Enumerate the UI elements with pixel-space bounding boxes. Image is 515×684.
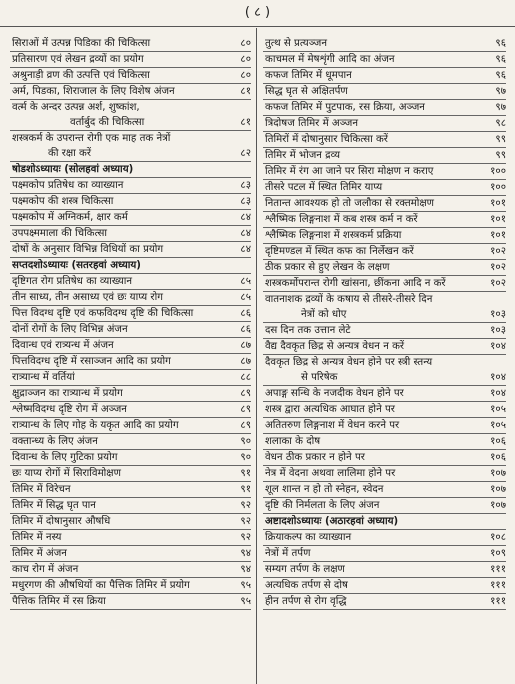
entry-page: १११ <box>490 580 506 591</box>
entry-title: वर्त्म के अन्दर उत्पन्न अर्श, शुष्कांश, <box>12 102 140 113</box>
entry-page: १०९ <box>490 548 506 559</box>
entry-page: १०१ <box>490 214 506 225</box>
entry-page: ८० <box>240 38 251 49</box>
toc-entry <box>263 116 506 132</box>
entry-page: १०२ <box>490 246 506 257</box>
entry-page: ९६ <box>495 70 506 81</box>
entry-title: पैत्तिक तिमिर में रस क्रिया <box>12 596 106 607</box>
entry-title: सिद्ध घृत से अक्षितर्पण <box>265 86 348 97</box>
entry-title: पक्ष्मकोप में अग्निकर्म, क्षार कर्म <box>12 212 128 223</box>
entry-page: ९७ <box>495 102 506 113</box>
entry-page: १०६ <box>490 436 506 447</box>
toc-entry <box>10 434 251 450</box>
entry-title: उपपक्ष्ममाला की चिकित्सा <box>12 228 108 239</box>
entry-title: हीन तर्पण से रोग वृद्धि <box>265 596 347 607</box>
entry-page: १०६ <box>490 452 506 463</box>
entry-page: ८० <box>240 54 251 65</box>
entry-title: कफज तिमिर में पुटपाक, रस क्रिया, अञ्जन <box>265 102 425 113</box>
toc-entry <box>263 84 506 100</box>
entry-title: की रक्षा करें <box>48 148 92 159</box>
toc-entry <box>263 292 506 307</box>
toc-entry <box>10 194 251 210</box>
entry-page: ८४ <box>240 244 251 255</box>
entry-title: दैवकृत छिद्र से अन्यत्र वेधन होने पर स्त्री स्तन्य <box>265 357 433 368</box>
entry-title: तिमिर में रंग आ जाने पर सिरा मोक्षण न कराए <box>265 166 434 177</box>
entry-title: तीन साध्य, तीन असाध्य एवं छः याप्य रोग <box>12 292 163 303</box>
entry-title: रात्र्यान्ध के लिए गोह के यकृत आदि का प्रयोग <box>12 420 179 431</box>
entry-title: शलाका के दोष <box>265 436 321 447</box>
entry-title: ठीक प्रकार से हुए लेखन के लक्षण <box>265 262 390 273</box>
toc-entry <box>263 196 506 212</box>
toc-entry <box>263 307 506 323</box>
entry-page: ८१ <box>240 117 251 128</box>
toc-entry <box>10 498 251 514</box>
toc-entry <box>10 338 251 354</box>
toc-entry <box>263 530 506 546</box>
entry-title: पित्त विदग्ध दृष्टि एवं कफविदग्ध दृष्टि की चिकित्सा <box>12 308 194 319</box>
toc-entry <box>10 418 251 434</box>
toc-entry <box>10 450 251 466</box>
chapter-heading <box>10 258 251 274</box>
entry-title: क्षुद्राञ्जन का रात्र्यान्ध में प्रयोग <box>12 388 123 399</box>
entry-title: अपाङ्ग सन्धि के नजदीक वेधन होने पर <box>265 388 404 399</box>
entry-title: काचमल में मेषशृंगी आदि का अंजन <box>265 54 395 65</box>
toc-entry <box>10 242 251 258</box>
entry-page: ९० <box>240 452 251 463</box>
entry-page: १०१ <box>490 230 506 241</box>
toc-entry <box>263 355 506 370</box>
entry-title: तुत्थ से प्रत्यञ्जन <box>265 38 327 49</box>
toc-entry <box>10 36 251 52</box>
entry-title: नेत्रों को धोए <box>301 309 347 320</box>
toc-entry <box>10 354 251 370</box>
entry-title: वैद्य दैवकृत छिद्र से अन्यत्र वेधन न करें <box>265 341 405 352</box>
entry-page: ९८ <box>495 118 506 129</box>
toc-entry <box>263 180 506 196</box>
entry-title: प्रतिसारण एवं लेखन द्रव्यों का प्रयोग <box>12 54 144 65</box>
entry-title: सप्तदशोऽध्यायः (सतरहवां अध्याय) <box>12 260 141 271</box>
toc-entry <box>263 100 506 116</box>
chapter-heading <box>10 162 251 178</box>
entry-page: १०२ <box>490 278 506 289</box>
toc-entry <box>10 482 251 498</box>
toc-entry <box>10 131 251 146</box>
toc-entry <box>263 386 506 402</box>
entry-title: दिवान्ध के लिए गुटिका प्रयोग <box>12 452 118 463</box>
toc-entry <box>263 482 506 498</box>
toc-entry <box>263 164 506 180</box>
entry-page: ८४ <box>240 228 251 239</box>
entry-title: तिमिर में दोषानुसार औषधि <box>12 516 111 527</box>
toc-entry <box>263 339 506 355</box>
toc-entry <box>10 594 251 610</box>
entry-page: ९४ <box>240 548 251 559</box>
entry-title: दोषों के अनुसार विभिन्न विधियों का प्रयोग <box>12 244 164 255</box>
entry-page: १०४ <box>490 341 506 352</box>
entry-page: ८९ <box>240 420 251 431</box>
toc-entry <box>263 466 506 482</box>
entry-title: काच रोग में अंजन <box>12 564 79 575</box>
page-number: ( ८ ) <box>244 5 271 20</box>
entry-page: ८२ <box>240 148 251 159</box>
entry-title: दृष्टिगत रोग प्रतिषेध का व्याख्यान <box>12 276 133 287</box>
entry-page: १०३ <box>490 309 506 320</box>
entry-page: १११ <box>490 564 506 575</box>
entry-page: १०१ <box>490 198 506 209</box>
toc-entry <box>263 450 506 466</box>
entry-page: ९५ <box>240 596 251 607</box>
toc-entry <box>10 100 251 115</box>
entry-title: शस्त्रकर्म के उपरान्त रोगी एक माह तक नेत्रों <box>12 133 171 144</box>
toc-entry <box>263 244 506 260</box>
entry-page: ८१ <box>240 86 251 97</box>
entry-title: तिमिर में नस्य <box>12 532 62 543</box>
toc-entry <box>10 52 251 68</box>
entry-page: ८६ <box>240 324 251 335</box>
entry-title: पक्ष्मकोप की शस्त्र चिकित्सा <box>12 196 114 207</box>
toc-entry <box>263 498 506 514</box>
toc-entry <box>263 418 506 434</box>
entry-page: ९५ <box>240 580 251 591</box>
entry-title: वेधन ठीक प्रकार न होने पर <box>265 452 365 463</box>
entry-title: मधुरगण की औषधियों का पैत्तिक तिमिर में प्रयोग <box>12 580 190 591</box>
page-header <box>0 0 515 27</box>
entry-title: सिराओं में उत्पन्न पिडिका की चिकित्सा <box>12 38 151 49</box>
toc-entry <box>10 178 251 194</box>
entry-page: ८० <box>240 70 251 81</box>
entry-title: दृष्टिमण्डल में स्थित कफ का निर्लेखन करें <box>265 246 414 257</box>
entry-page: ९२ <box>240 516 251 527</box>
entry-page: ८३ <box>240 196 251 207</box>
entry-page: ८५ <box>240 276 251 287</box>
entry-page: १११ <box>490 596 506 607</box>
entry-title: तिमिर में सिद्ध घृत पान <box>12 500 96 511</box>
entry-title: कफज तिमिर में धूमपान <box>265 70 352 81</box>
entry-title: नेत्रों में तर्पण <box>265 548 311 559</box>
toc-entry <box>263 148 506 164</box>
entry-title: श्लैष्मिक लिङ्गनाश में कब शस्त्र कर्म न करें <box>265 214 418 225</box>
toc-entry <box>10 274 251 290</box>
entry-page: ८६ <box>240 308 251 319</box>
toc-entry <box>263 546 506 562</box>
entry-title: श्लैष्मिक लिङ्गनाश में शस्त्रकर्म प्रक्रिया <box>265 230 402 241</box>
entry-page: ८८ <box>240 372 251 383</box>
toc-entry <box>10 530 251 546</box>
entry-page: ९१ <box>240 468 251 479</box>
toc-entry <box>10 146 251 162</box>
entry-title: तिमिर में विरेचन <box>12 484 71 495</box>
entry-title: छः याप्य रोगों में सिराविमोक्षण <box>12 468 121 479</box>
toc-entry <box>263 276 506 292</box>
entry-page: ८५ <box>240 292 251 303</box>
toc-entry <box>10 226 251 242</box>
toc-entry <box>263 402 506 418</box>
entry-page: १०५ <box>490 404 506 415</box>
entry-page: ९९ <box>495 134 506 145</box>
entry-title: तीसरे पटल में स्थित तिमिर याप्य <box>265 182 383 193</box>
entry-title: दोनों रोगों के लिए विभिन्न अंजन <box>12 324 128 335</box>
toc-entry <box>10 115 251 131</box>
entry-title: अश्रुनाड़ी व्रण की उत्पत्ति एवं चिकित्सा <box>12 70 150 81</box>
entry-title: तिमिरों में दोषानुसार चिकित्सा करें <box>265 134 388 145</box>
entry-title: शस्त्रकर्मोपरान्त रोगी खांसना, छींकना आदि न करें <box>265 278 446 289</box>
entry-title: नितान्त आवश्यक हो तो जलौका से रक्तमोक्षण <box>265 198 435 209</box>
entry-page: ९० <box>240 436 251 447</box>
entry-page: १०४ <box>490 372 506 383</box>
entry-title: शस्त्र द्वारा अत्यधिक आघात होने पर <box>265 404 395 415</box>
entry-title: शूल शान्त न हो तो स्नेहन, स्वेदन <box>265 484 384 495</box>
entry-page: ८९ <box>240 404 251 415</box>
entry-page: ९४ <box>240 564 251 575</box>
entry-page: १०३ <box>490 325 506 336</box>
entry-title: दृष्टि की निर्मलता के लिए अंजन <box>265 500 380 511</box>
toc-entry <box>263 52 506 68</box>
entry-title: षोडशोऽध्यायः (सोलहवां अध्याय) <box>12 164 134 175</box>
entry-page: १०७ <box>490 500 506 511</box>
entry-title: नेत्र में वेदना अथवा लालिमा होने पर <box>265 468 396 479</box>
entry-title: पित्तविदग्ध दृष्टि में रसाञ्जन आदि का प्रयोग <box>12 356 171 367</box>
entry-page: ९१ <box>240 484 251 495</box>
entry-title: दस दिन तक उत्तान लेटे <box>265 325 351 336</box>
toc-entry <box>263 370 506 386</box>
toc-entry <box>10 68 251 84</box>
entry-title: वर्तार्बुद की चिकित्सा <box>70 117 145 128</box>
toc-entry <box>263 212 506 228</box>
entry-page: १०० <box>490 166 506 177</box>
entry-title: तिमिर में अंजन <box>12 548 67 559</box>
entry-page: १०७ <box>490 468 506 479</box>
entry-page: ८७ <box>240 356 251 367</box>
entry-title: सम्यग तर्पण के लक्षण <box>265 564 345 575</box>
entry-page: ९६ <box>495 54 506 65</box>
toc-entry <box>10 466 251 482</box>
toc-entry <box>10 290 251 306</box>
entry-title: अर्म, पिडका, शिराजाल के लिए विशेष अंजन <box>12 86 175 97</box>
toc-entry <box>10 210 251 226</box>
entry-title: वक्तान्ध्य के लिए अंजन <box>12 436 98 447</box>
entry-page: १०० <box>490 182 506 193</box>
entry-page: ८३ <box>240 180 251 191</box>
toc-entry <box>263 36 506 52</box>
entry-title: क्रियाकल्प का व्याख्यान <box>265 532 352 543</box>
entry-page: १०४ <box>490 388 506 399</box>
toc-entry <box>10 386 251 402</box>
chapter-heading <box>263 514 506 530</box>
entry-page: ८७ <box>240 340 251 351</box>
toc-entry <box>10 322 251 338</box>
toc-entry <box>263 562 506 578</box>
entry-title: दिवान्ध एवं रात्र्यन्ध में अंजन <box>12 340 114 351</box>
toc-entry <box>10 84 251 100</box>
entry-page: १०८ <box>490 532 506 543</box>
toc-entry <box>263 132 506 148</box>
entry-title: पक्ष्मकोप प्रतिषेध का व्याख्यान <box>12 180 124 191</box>
toc-entry <box>10 546 251 562</box>
toc-entry <box>10 402 251 418</box>
entry-title: अत्यधिक तर्पण से दोष <box>265 580 348 591</box>
entry-title: अष्टादशोऽध्यायः (अठारहवां अध्याय) <box>265 516 399 527</box>
entry-title: वातनाशक द्रव्यों के कषाय से तीसरे-तीसरे दिन <box>265 294 433 305</box>
entry-page: ९९ <box>495 150 506 161</box>
entry-page: ९७ <box>495 86 506 97</box>
entry-page: १०५ <box>490 420 506 431</box>
toc-entry <box>263 594 506 610</box>
entry-title: से परिषेक <box>301 372 338 383</box>
entry-title: तिमिर में भोजन द्रव्य <box>265 150 340 161</box>
toc-entry <box>10 562 251 578</box>
entry-page: ९२ <box>240 500 251 511</box>
toc-entry <box>10 306 251 322</box>
right-column <box>263 36 506 610</box>
toc-entry <box>263 228 506 244</box>
toc-entry <box>263 260 506 276</box>
entry-title: रात्र्यान्ध में वर्तियां <box>12 372 75 383</box>
toc-entry <box>10 514 251 530</box>
entry-page: १०७ <box>490 484 506 495</box>
entry-page: ८९ <box>240 388 251 399</box>
entry-page: १०२ <box>490 262 506 273</box>
toc-entry <box>263 434 506 450</box>
toc-entry <box>10 578 251 594</box>
toc-entry <box>10 370 251 386</box>
entry-page: ९२ <box>240 532 251 543</box>
entry-title: त्रिदोषज तिमिर में अञ्जन <box>265 118 358 129</box>
entry-page: ८४ <box>240 212 251 223</box>
toc-entry <box>263 578 506 594</box>
toc-entry <box>263 68 506 84</box>
left-column <box>10 36 251 610</box>
toc-entry <box>263 323 506 339</box>
column-divider <box>256 28 257 684</box>
entry-page: ९६ <box>495 38 506 49</box>
entry-title: अतितरुण लिङ्गनाश में वेधन करने पर <box>265 420 400 431</box>
entry-title: श्लेष्मविदग्ध दृष्टि रोग में अञ्जन <box>12 404 127 415</box>
